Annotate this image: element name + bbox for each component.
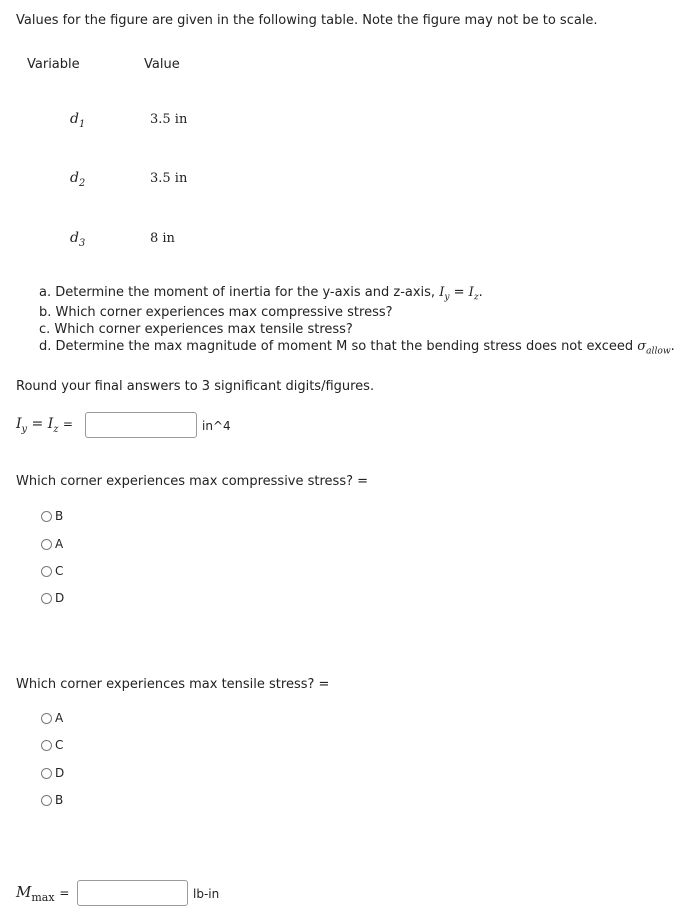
radio-label: C	[55, 564, 64, 578]
equals-sign: =	[453, 285, 465, 300]
m-max-unit: lb-in	[193, 887, 220, 901]
radio-option[interactable]	[41, 534, 63, 554]
question-a	[39, 285, 483, 303]
question-b: b. Which corner experiences max compressive stress?	[39, 305, 393, 320]
m-symbol: M	[16, 883, 32, 901]
radio-option[interactable]	[41, 790, 63, 810]
variable-base: d	[70, 230, 79, 246]
question-d	[39, 339, 675, 357]
inertia-input[interactable]	[85, 412, 197, 438]
tensile-prompt: Which corner experiences max tensile stress? =	[16, 677, 330, 692]
sigma-allow-symbol: $\sigma_{allow}$	[637, 339, 671, 357]
compressive-prompt: Which corner experiences max compressive stress? =	[16, 474, 369, 489]
variable-base: d	[70, 111, 79, 127]
iy-symbol: $I_y$	[16, 416, 28, 435]
iy-iz-label	[16, 416, 73, 435]
variable-subscript: 1	[78, 118, 86, 130]
table-row-value: 3.5 in	[150, 112, 188, 127]
radio-label: A	[55, 537, 64, 551]
radio-option[interactable]	[41, 588, 64, 608]
radio-option[interactable]	[41, 763, 64, 783]
radio-button[interactable]	[41, 795, 52, 806]
m-max-input[interactable]	[77, 880, 188, 906]
intro-text: Values for the figure are given in the following table. Note the figure may not be to scale.	[16, 13, 598, 28]
table-header-value: Value	[144, 57, 180, 72]
period: .	[670, 339, 675, 354]
radio-label: A	[55, 711, 64, 725]
equals-sign: =	[31, 416, 44, 432]
period: .	[478, 285, 483, 300]
equals-sign: =	[62, 417, 73, 431]
radio-option[interactable]	[41, 506, 63, 526]
radio-label: B	[55, 509, 64, 523]
question-a-text: a. Determine the moment of inertia for the y-axis and z-axis,	[39, 285, 436, 300]
table-row-variable	[70, 111, 85, 130]
radio-option[interactable]	[41, 561, 63, 581]
radio-button[interactable]	[41, 539, 52, 550]
table-row-value: 3.5 in	[150, 171, 188, 186]
radio-label: B	[55, 793, 64, 807]
radio-button[interactable]	[41, 566, 52, 577]
radio-option[interactable]	[41, 708, 63, 728]
iz-symbol: $I_z$	[47, 416, 59, 435]
inertia-unit: in^4	[202, 419, 231, 433]
radio-button[interactable]	[41, 740, 52, 751]
radio-label: D	[55, 591, 65, 605]
radio-label: C	[55, 738, 64, 752]
table-row-variable	[70, 230, 85, 249]
table-header-variable: Variable	[27, 57, 80, 72]
m-max-label	[16, 883, 69, 904]
table-row-variable	[70, 170, 85, 189]
variable-base: d	[70, 170, 79, 186]
m-subscript: max	[31, 891, 55, 904]
radio-button[interactable]	[41, 593, 52, 604]
radio-label: D	[55, 766, 65, 780]
iy-symbol: $I_y$	[439, 285, 450, 303]
equals-sign: =	[59, 886, 70, 900]
question-d-text: d. Determine the max magnitude of moment M so that the bending stress does not exceed	[39, 339, 634, 354]
table-row-value: 8 in	[150, 231, 175, 246]
variable-subscript: 2	[78, 177, 86, 189]
radio-button[interactable]	[41, 713, 52, 724]
variable-subscript: 3	[78, 237, 86, 249]
iz-symbol: $I_z$	[468, 285, 479, 303]
radio-button[interactable]	[41, 511, 52, 522]
radio-option[interactable]	[41, 735, 63, 755]
round-note: Round your final answers to 3 significant digits/figures.	[16, 379, 375, 394]
question-c: c. Which corner experiences max tensile stress?	[39, 322, 353, 337]
radio-button[interactable]	[41, 768, 52, 779]
